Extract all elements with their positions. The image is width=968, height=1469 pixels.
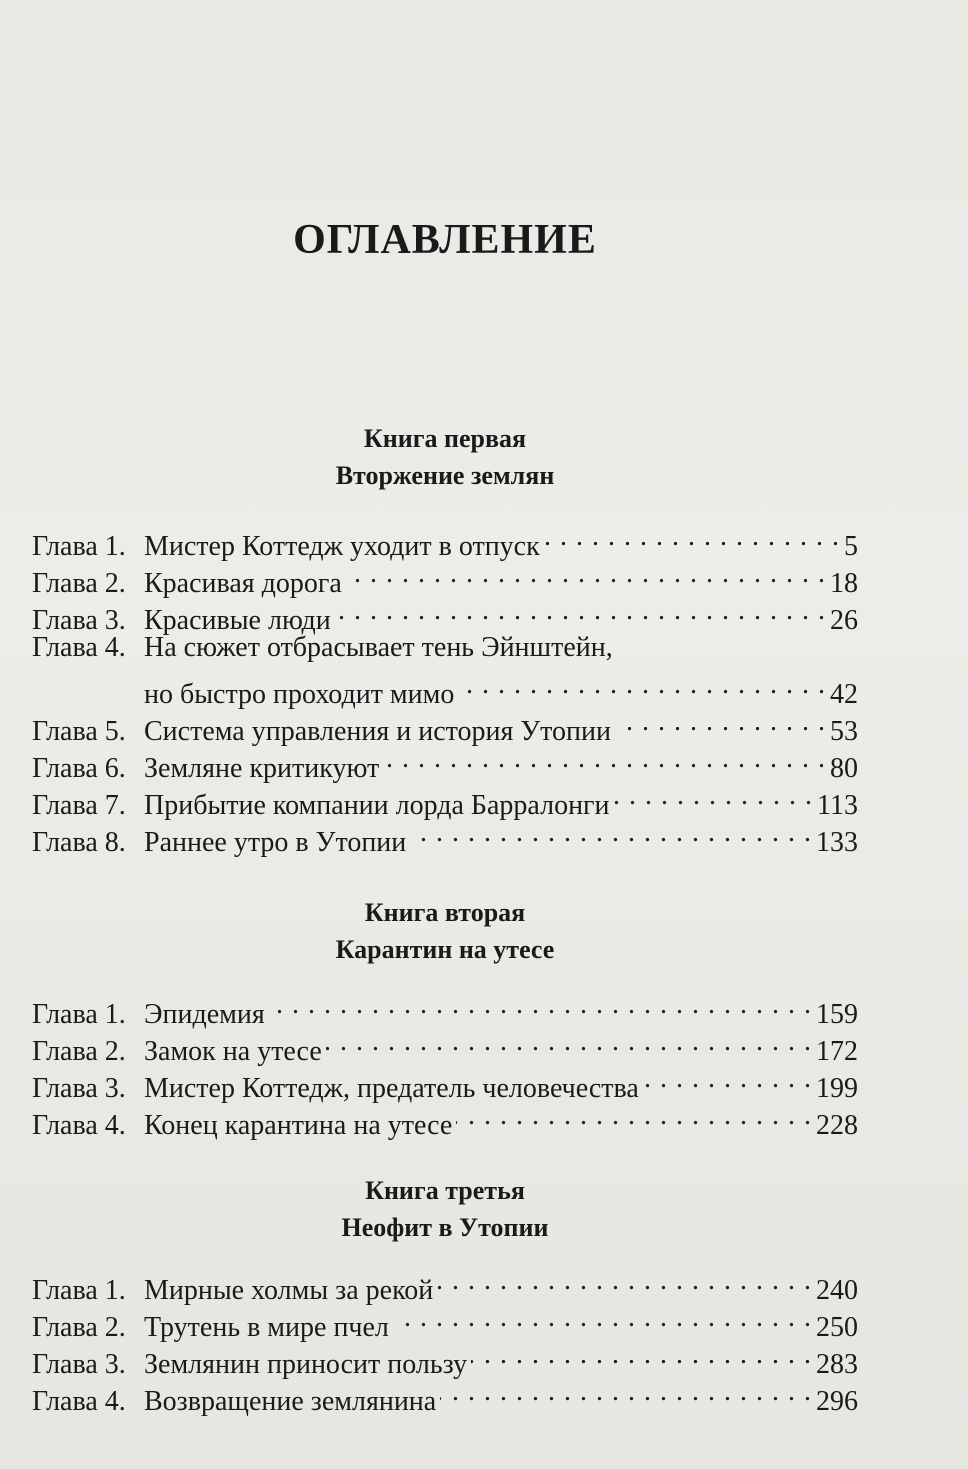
- page-number: 80: [830, 753, 858, 784]
- book-label: Книга вторая: [364, 898, 526, 927]
- page-number: 296: [816, 1386, 858, 1417]
- dot-leader: [335, 592, 826, 629]
- page-number: 240: [816, 1275, 858, 1306]
- chapter-number: Глава 2.: [32, 1036, 126, 1067]
- chapter-number: Глава 6.: [32, 753, 126, 784]
- chapter-title: Трутень в мире пчел: [144, 1312, 389, 1343]
- chapter-number: Глава 1.: [32, 1275, 126, 1306]
- chapter-title: Землянин приносит пользу: [144, 1349, 468, 1380]
- chapter-title: Конец карантина на утесе: [144, 1110, 453, 1141]
- page-number: 42: [830, 679, 858, 710]
- chapter-title: Замок на утесе: [144, 1036, 322, 1067]
- dot-leader: [410, 814, 812, 851]
- page-number: 250: [816, 1312, 858, 1343]
- toc-entry[interactable]: [32, 1262, 858, 1306]
- chapter-number: Глава 5.: [32, 716, 126, 747]
- page-number: 283: [816, 1349, 858, 1380]
- chapter-title-continued: но быстро проходит мимо: [144, 679, 455, 710]
- chapter-title: Земляне критикуют: [144, 753, 380, 784]
- book-name: Неофит в Утопии: [341, 1213, 549, 1242]
- chapter-title: Возвращение землянина: [144, 1386, 437, 1417]
- dot-leader: [346, 555, 826, 592]
- page-number: 18: [830, 568, 858, 599]
- dot-leader: [458, 666, 826, 703]
- page-number: 113: [817, 790, 858, 821]
- book-label: Книга первая: [363, 424, 527, 453]
- page-number: 199: [816, 1073, 858, 1104]
- page-number: 53: [830, 716, 858, 747]
- toc-entry-line1[interactable]: [32, 629, 858, 666]
- page-number: 172: [816, 1036, 858, 1067]
- book-heading-1: [0, 420, 890, 494]
- book-heading-2: [0, 894, 890, 968]
- dot-leader: [383, 740, 826, 777]
- toc-entry[interactable]: [32, 986, 858, 1030]
- book-heading-3: [0, 1172, 890, 1246]
- toc-section-3: [32, 1262, 858, 1417]
- chapter-number: Глава 3.: [32, 1073, 126, 1104]
- chapter-number: Глава 2.: [32, 1312, 126, 1343]
- page-title: ОГЛАВЛЕНИЕ: [293, 217, 597, 263]
- dot-leader: [614, 777, 814, 814]
- chapter-title: Раннее утро в Утопии: [144, 827, 407, 858]
- chapter-title: Мирные холмы за рекой: [144, 1275, 434, 1306]
- chapter-number: Глава 8.: [32, 827, 126, 858]
- dot-leader: [326, 1023, 812, 1060]
- chapter-title: Мистер Коттедж, предатель человечества: [144, 1073, 639, 1104]
- dot-leader: [471, 1336, 812, 1373]
- page-number: 228: [816, 1110, 858, 1141]
- chapter-number: Глава 7.: [32, 790, 126, 821]
- toc-entry-line2[interactable]: [32, 666, 858, 710]
- book-name: Вторжение землян: [335, 461, 555, 490]
- dot-leader: [437, 1262, 812, 1299]
- chapter-number: Глава 3.: [32, 605, 126, 636]
- chapter-number: Глава 1.: [32, 531, 126, 562]
- page-number: 26: [830, 605, 858, 636]
- dot-leader: [393, 1299, 812, 1336]
- book-label: Книга третья: [365, 1176, 525, 1205]
- dot-leader: [269, 986, 812, 1023]
- chapter-number: Глава 4.: [32, 1110, 126, 1141]
- chapter-number: Глава 4.: [32, 632, 126, 663]
- dot-leader: [544, 518, 840, 555]
- toc-entry[interactable]: [32, 518, 858, 562]
- chapter-title: На сюжет отбрасывает тень Эйнштейн,: [144, 632, 613, 663]
- dot-leader: [615, 703, 826, 740]
- chapter-title: Эпидемия: [144, 999, 265, 1030]
- chapter-number: Глава 4.: [32, 1386, 126, 1417]
- page-number: 159: [816, 999, 858, 1030]
- dot-leader: [440, 1373, 812, 1410]
- dot-leader: [643, 1060, 812, 1097]
- chapter-title: Прибытие компании лорда Барралонги: [144, 790, 610, 821]
- chapter-title: Система управления и история Утопии: [144, 716, 611, 747]
- page-number: 133: [816, 827, 858, 858]
- chapter-number: Глава 1.: [32, 999, 126, 1030]
- chapter-number: Глава 3.: [32, 1349, 126, 1380]
- chapter-title: Красивые люди: [144, 605, 331, 636]
- toc-section-1: [32, 518, 858, 858]
- book-name: Карантин на утесе: [335, 935, 555, 964]
- chapter-title: Мистер Коттедж уходит в отпуск: [144, 531, 540, 562]
- chapter-title: Красивая дорога: [144, 568, 342, 599]
- toc-section-2: [32, 986, 858, 1141]
- chapter-number: Глава 2.: [32, 568, 126, 599]
- dot-leader: [456, 1097, 812, 1134]
- page-number: 5: [844, 531, 858, 562]
